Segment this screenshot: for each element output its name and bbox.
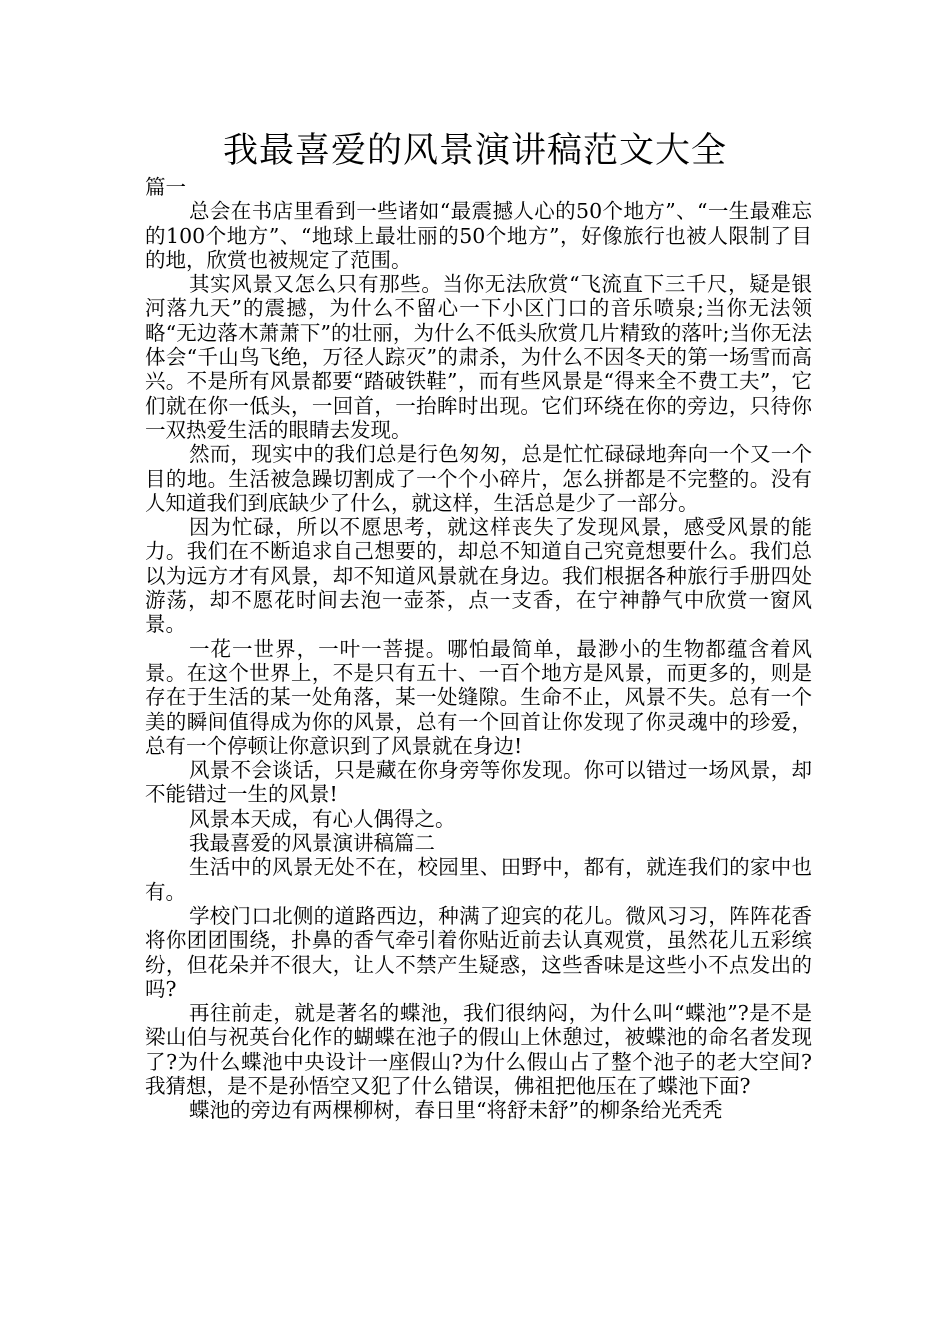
paragraph: 我最喜爱的风景演讲稿篇二 [189,831,435,856]
paragraph: 蝶池的旁边有两棵柳树，春日里“将舒未舒”的柳条给光秃秃 [189,1098,723,1123]
paragraph: 总会在书店里看到一些诸如“最震撼人心的50个地方”、“一生最难忘的100个地方”、“地球上最壮丽的50个地方”，好像旅行也被人限制了目的地，欣赏也被规定了范围。 [145,199,812,272]
paragraph: 风景不会谈话，只是藏在你身旁等你发现。你可以错过一场风景，却不能错过一生的风景! [145,758,812,807]
paragraph: 再往前走，就是著名的蝶池，我们很纳闷，为什么叫“蝶池”?是不是梁山伯与祝英台化作的蝴蝶在池子的假山上休憩过，被蝶池的命名者发现了?为什么蝶池中央设计一座假山?为什么假山占了整个池子的老大空间?我猜想，是不是孙悟空又犯了什么错误，佛祖把他压在了蝶池下面? [145,1001,812,1098]
paragraph: 生活中的风景无处不在，校园里、田野中，都有，就连我们的家中也有。 [145,855,812,904]
paragraph: 学校门口北侧的道路西边，种满了迎宾的花儿。微风习习，阵阵花香将你团团围绕，扑鼻的香气牵引着你贴近前去认真观赏，虽然花儿五彩缤纷，但花朵并不很大，让人不禁产生疑惑，这些香味是这些小不点发出的吗? [145,903,812,1001]
paragraph: 风景本天成，有心人偶得之。 [189,806,456,831]
paragraph: 其实风景又怎么只有那些。当你无法欣赏“飞流直下三千尺，疑是银河落九天”的震撼，为什么不留心一下小区门口的音乐喷泉;当你无法领略“无边落木萧萧下”的壮丽，为什么不低头欣赏几片精致的落叶;当你无法体会“千山鸟飞绝，万径人踪灭”的肃杀，为什么不因冬天的第一场雪而高兴。不是所有风景都要“踏破铁鞋”，而有些风景是“得来全不费工夫”，它们就在你一低头，一回首，一抬眸时出现。它们环绕在你的旁边，只待你一双热爱生活的眼睛去发现。 [145,272,812,442]
document-body [145,175,812,1123]
paragraph: 然而，现实中的我们总是行色匆匆，总是忙忙碌碌地奔向一个又一个目的地。生活被急躁切割成了一个个小碎片，怎么拼都是不完整的。没有人知道我们到底缺少了什么，就这样，生活总是少了一部分。 [145,442,812,515]
paragraph: 因为忙碌，所以不愿思考，就这样丧失了发现风景，感受风景的能力。我们在不断追求自己想要的，却总不知道自己究竟想要什么。我们总以为远方才有风景，却不知道风景就在身边。我们根据各种旅行手册四处游荡，却不愿花时间去泡一壶茶，点一支香，在宁神静气中欣赏一窗风景。 [145,515,812,637]
paragraph: 一花一世界，一叶一菩提。哪怕最简单，最渺小的生物都蕴含着风景。在这个世界上，不是只有五十、一百个地方是风景，而更多的，则是存在于生活的某一处角落，某一处缝隙。生命不止，风景不失。总有一个美的瞬间值得成为你的风景，总有一个回首让你发现了你灵魂中的珍爱，总有一个停顿让你意识到了风景就在身边! [145,636,812,758]
section-heading: 篇一 [145,175,186,199]
document-title: 我最喜爱的风景演讲稿范文大全 [222,131,727,171]
